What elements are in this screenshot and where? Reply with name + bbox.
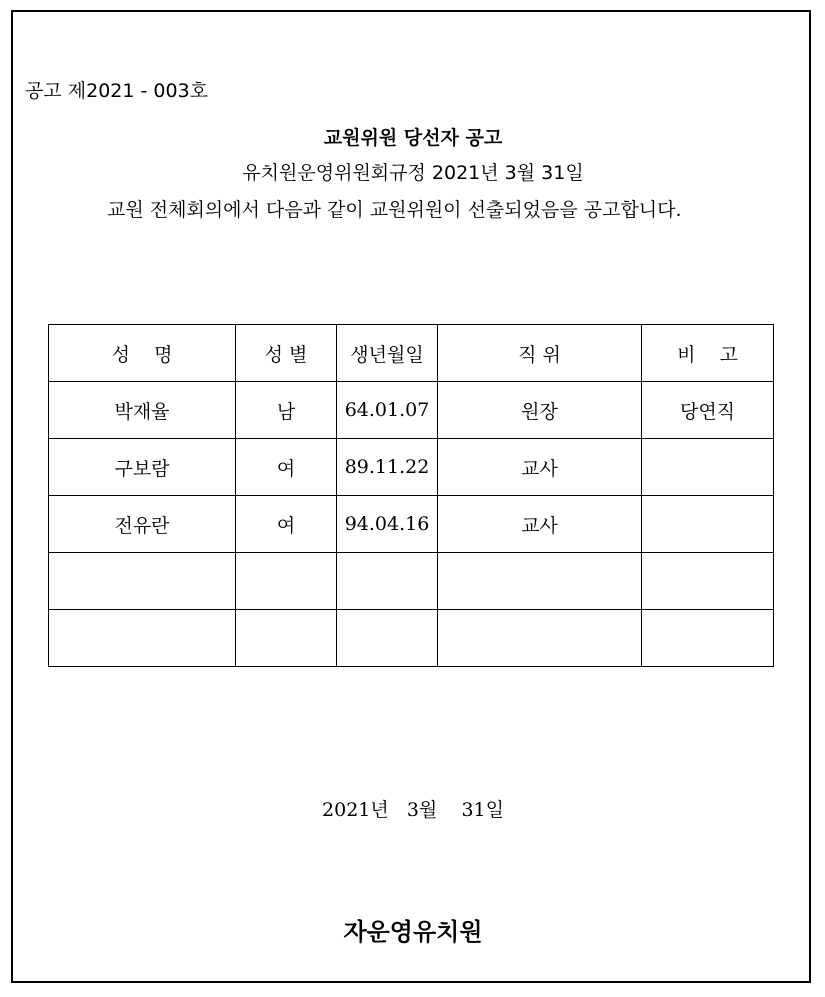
- cell-name: 전유란: [49, 496, 236, 553]
- intro-text: 교원 전체회의에서 다음과 같이 교원위원이 선출되었음을 공고합니다.: [107, 199, 682, 221]
- cell-gender: [236, 610, 337, 667]
- cell-remarks: 당연직: [642, 382, 774, 439]
- cell-remarks: [642, 439, 774, 496]
- cell-name: 구보람: [49, 439, 236, 496]
- table-row: [49, 610, 774, 667]
- cell-gender: 여: [236, 439, 337, 496]
- cell-gender: [236, 553, 337, 610]
- header-remarks: 비 고: [642, 325, 774, 382]
- cell-name: [49, 553, 236, 610]
- cell-birthdate: [337, 610, 438, 667]
- table-row: [49, 382, 774, 439]
- header-birthdate: 생년월일: [337, 325, 438, 382]
- table-row: [49, 553, 774, 610]
- header-gender: 성 별: [236, 325, 337, 382]
- cell-position: 원장: [438, 382, 642, 439]
- document-date: 2021년 3월 31일: [322, 799, 504, 821]
- document-title: 교원위원 당선자 공고: [323, 127, 503, 149]
- header-name: 성 명: [49, 325, 236, 382]
- document-page: [11, 10, 811, 983]
- table-row: [49, 496, 774, 553]
- header-position: 직 위: [438, 325, 642, 382]
- organization-name: 자운영유치원: [343, 917, 483, 946]
- cell-position: 교사: [438, 496, 642, 553]
- cell-birthdate: [337, 553, 438, 610]
- cell-remarks: [642, 553, 774, 610]
- cell-gender: 남: [236, 382, 337, 439]
- document-subtitle: 유치원운영위원회규정 2021년 3월 31일: [242, 162, 584, 184]
- cell-position: [438, 553, 642, 610]
- cell-gender: 여: [236, 496, 337, 553]
- cell-position: [438, 610, 642, 667]
- cell-remarks: [642, 610, 774, 667]
- notice-number: 공고 제2021 - 003호: [25, 80, 209, 102]
- cell-birthdate: 94.04.16: [337, 496, 438, 553]
- cell-birthdate: 64.01.07: [337, 382, 438, 439]
- cell-name: [49, 610, 236, 667]
- cell-position: 교사: [438, 439, 642, 496]
- cell-birthdate: 89.11.22: [337, 439, 438, 496]
- table-row: [49, 439, 774, 496]
- cell-remarks: [642, 496, 774, 553]
- cell-name: 박재율: [49, 382, 236, 439]
- committee-members-table: [48, 324, 774, 667]
- table-header-row: [49, 325, 774, 382]
